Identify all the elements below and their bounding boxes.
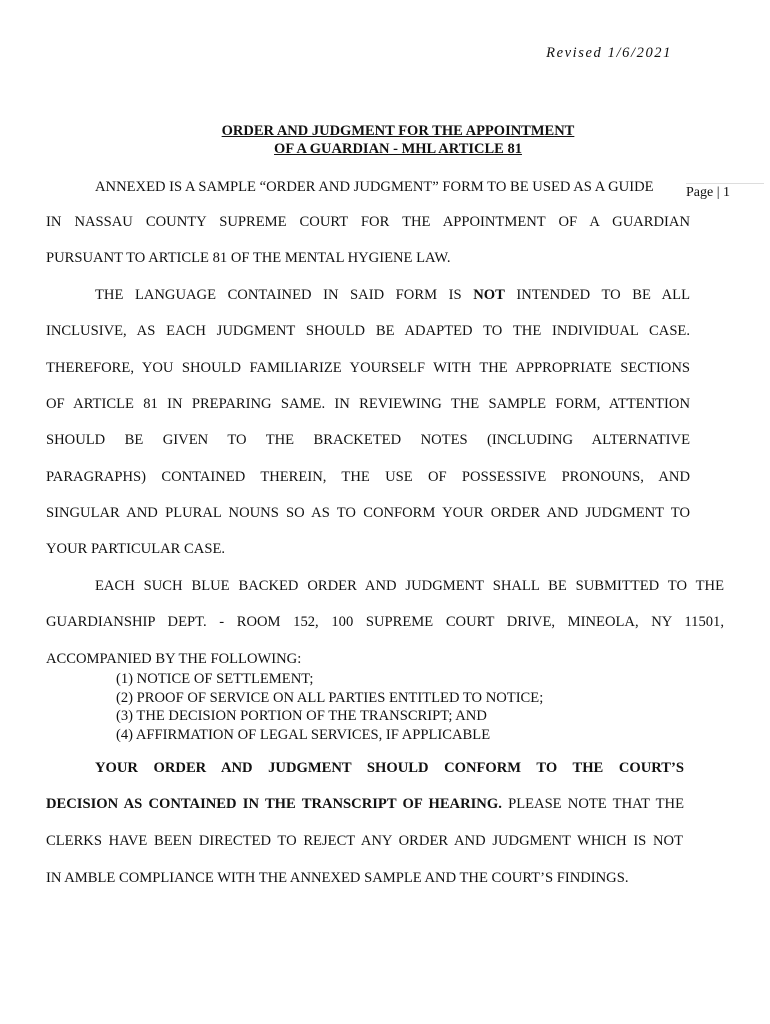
p2-line-6: PARAGRAPHS) CONTAINED THEREIN, THE USE OF POSSESSIVE PRONOUNS, AND [46, 469, 690, 485]
list-item: (2) PROOF OF SERVICE ON ALL PARTIES ENTITLED TO NOTICE; [116, 689, 544, 706]
list-item: (3) THE DECISION PORTION OF THE TRANSCRIPT; AND [116, 708, 487, 724]
p3-line-2: GUARDIANSHIP DEPT. - ROOM 152, 100 SUPREME COURT DRIVE, MINEOLA, NY 11501, [46, 614, 724, 630]
p1-line-3: PURSUANT TO ARTICLE 81 OF THE MENTAL HYGIENE LAW. [46, 250, 451, 266]
p3-line-1: EACH SUCH BLUE BACKED ORDER AND JUDGMENT SHALL BE SUBMITTED TO THE [95, 578, 724, 594]
p4-text: PLEASE NOTE THAT THE [508, 796, 685, 812]
emphasis-not: NOT [473, 287, 505, 303]
p2-text: INTENDED TO BE ALL [516, 287, 690, 303]
p1-line-1: ANNEXED IS A SAMPLE “ORDER AND JUDGMENT” FORM TO BE USED AS A GUIDE [95, 179, 654, 195]
list-item: (4) AFFIRMATION OF LEGAL SERVICES, IF APPLICABLE [116, 726, 491, 743]
requirements-list [116, 670, 543, 744]
p4-bold-text: YOUR ORDER AND JUDGMENT SHOULD CONFORM TO THE COURT’S [95, 760, 684, 776]
p4-line-3: CLERKS HAVE BEEN DIRECTED TO REJECT ANY ORDER AND JUDGMENT WHICH IS NOT [46, 833, 683, 849]
page-number: Page | 1 [686, 183, 764, 201]
p2-line-4: OF ARTICLE 81 IN PREPARING SAME. IN REVIEWING THE SAMPLE FORM, ATTENTION [46, 396, 690, 412]
p2-line-5: SHOULD BE GIVEN TO THE BRACKETED NOTES (INCLUDING ALTERNATIVE [46, 432, 690, 448]
p1-line-2: IN NASSAU COUNTY SUPREME COURT FOR THE APPOINTMENT OF A GUARDIAN [46, 214, 690, 230]
p4-line-1 [95, 759, 684, 777]
title-line-1: ORDER AND JUDGMENT FOR THE APPOINTMENT [221, 123, 575, 139]
p3-line-3: ACCOMPANIED BY THE FOLLOWING: [46, 651, 302, 667]
p2-line-7: SINGULAR AND PLURAL NOUNS SO AS TO CONFORM YOUR ORDER AND JUDGMENT TO [46, 505, 690, 521]
p4-line-2 [46, 795, 684, 813]
p2-line-3: THEREFORE, YOU SHOULD FAMILIARIZE YOURSELF WITH THE APPROPRIATE SECTIONS [46, 360, 690, 376]
p2-line-2: INCLUSIVE, AS EACH JUDGMENT SHOULD BE ADAPTED TO THE INDIVIDUAL CASE. [46, 323, 690, 339]
p2-text: THE LANGUAGE CONTAINED IN SAID FORM IS [95, 287, 462, 303]
title-line-2: OF A GUARDIAN - MHL ARTICLE 81 [274, 141, 522, 157]
p4-bold-text: DECISION AS CONTAINED IN THE TRANSCRIPT OF HEARING. [46, 796, 502, 812]
list-item: (1) NOTICE OF SETTLEMENT; [116, 671, 314, 687]
p4-line-4: IN AMBLE COMPLIANCE WITH THE ANNEXED SAMPLE AND THE COURT’S FINDINGS. [46, 870, 629, 886]
document-title [0, 122, 770, 158]
p2-line-8: YOUR PARTICULAR CASE. [46, 541, 226, 557]
revision-date: Revised 1/6/2021 [546, 45, 672, 61]
p2-line-1 [95, 286, 690, 304]
